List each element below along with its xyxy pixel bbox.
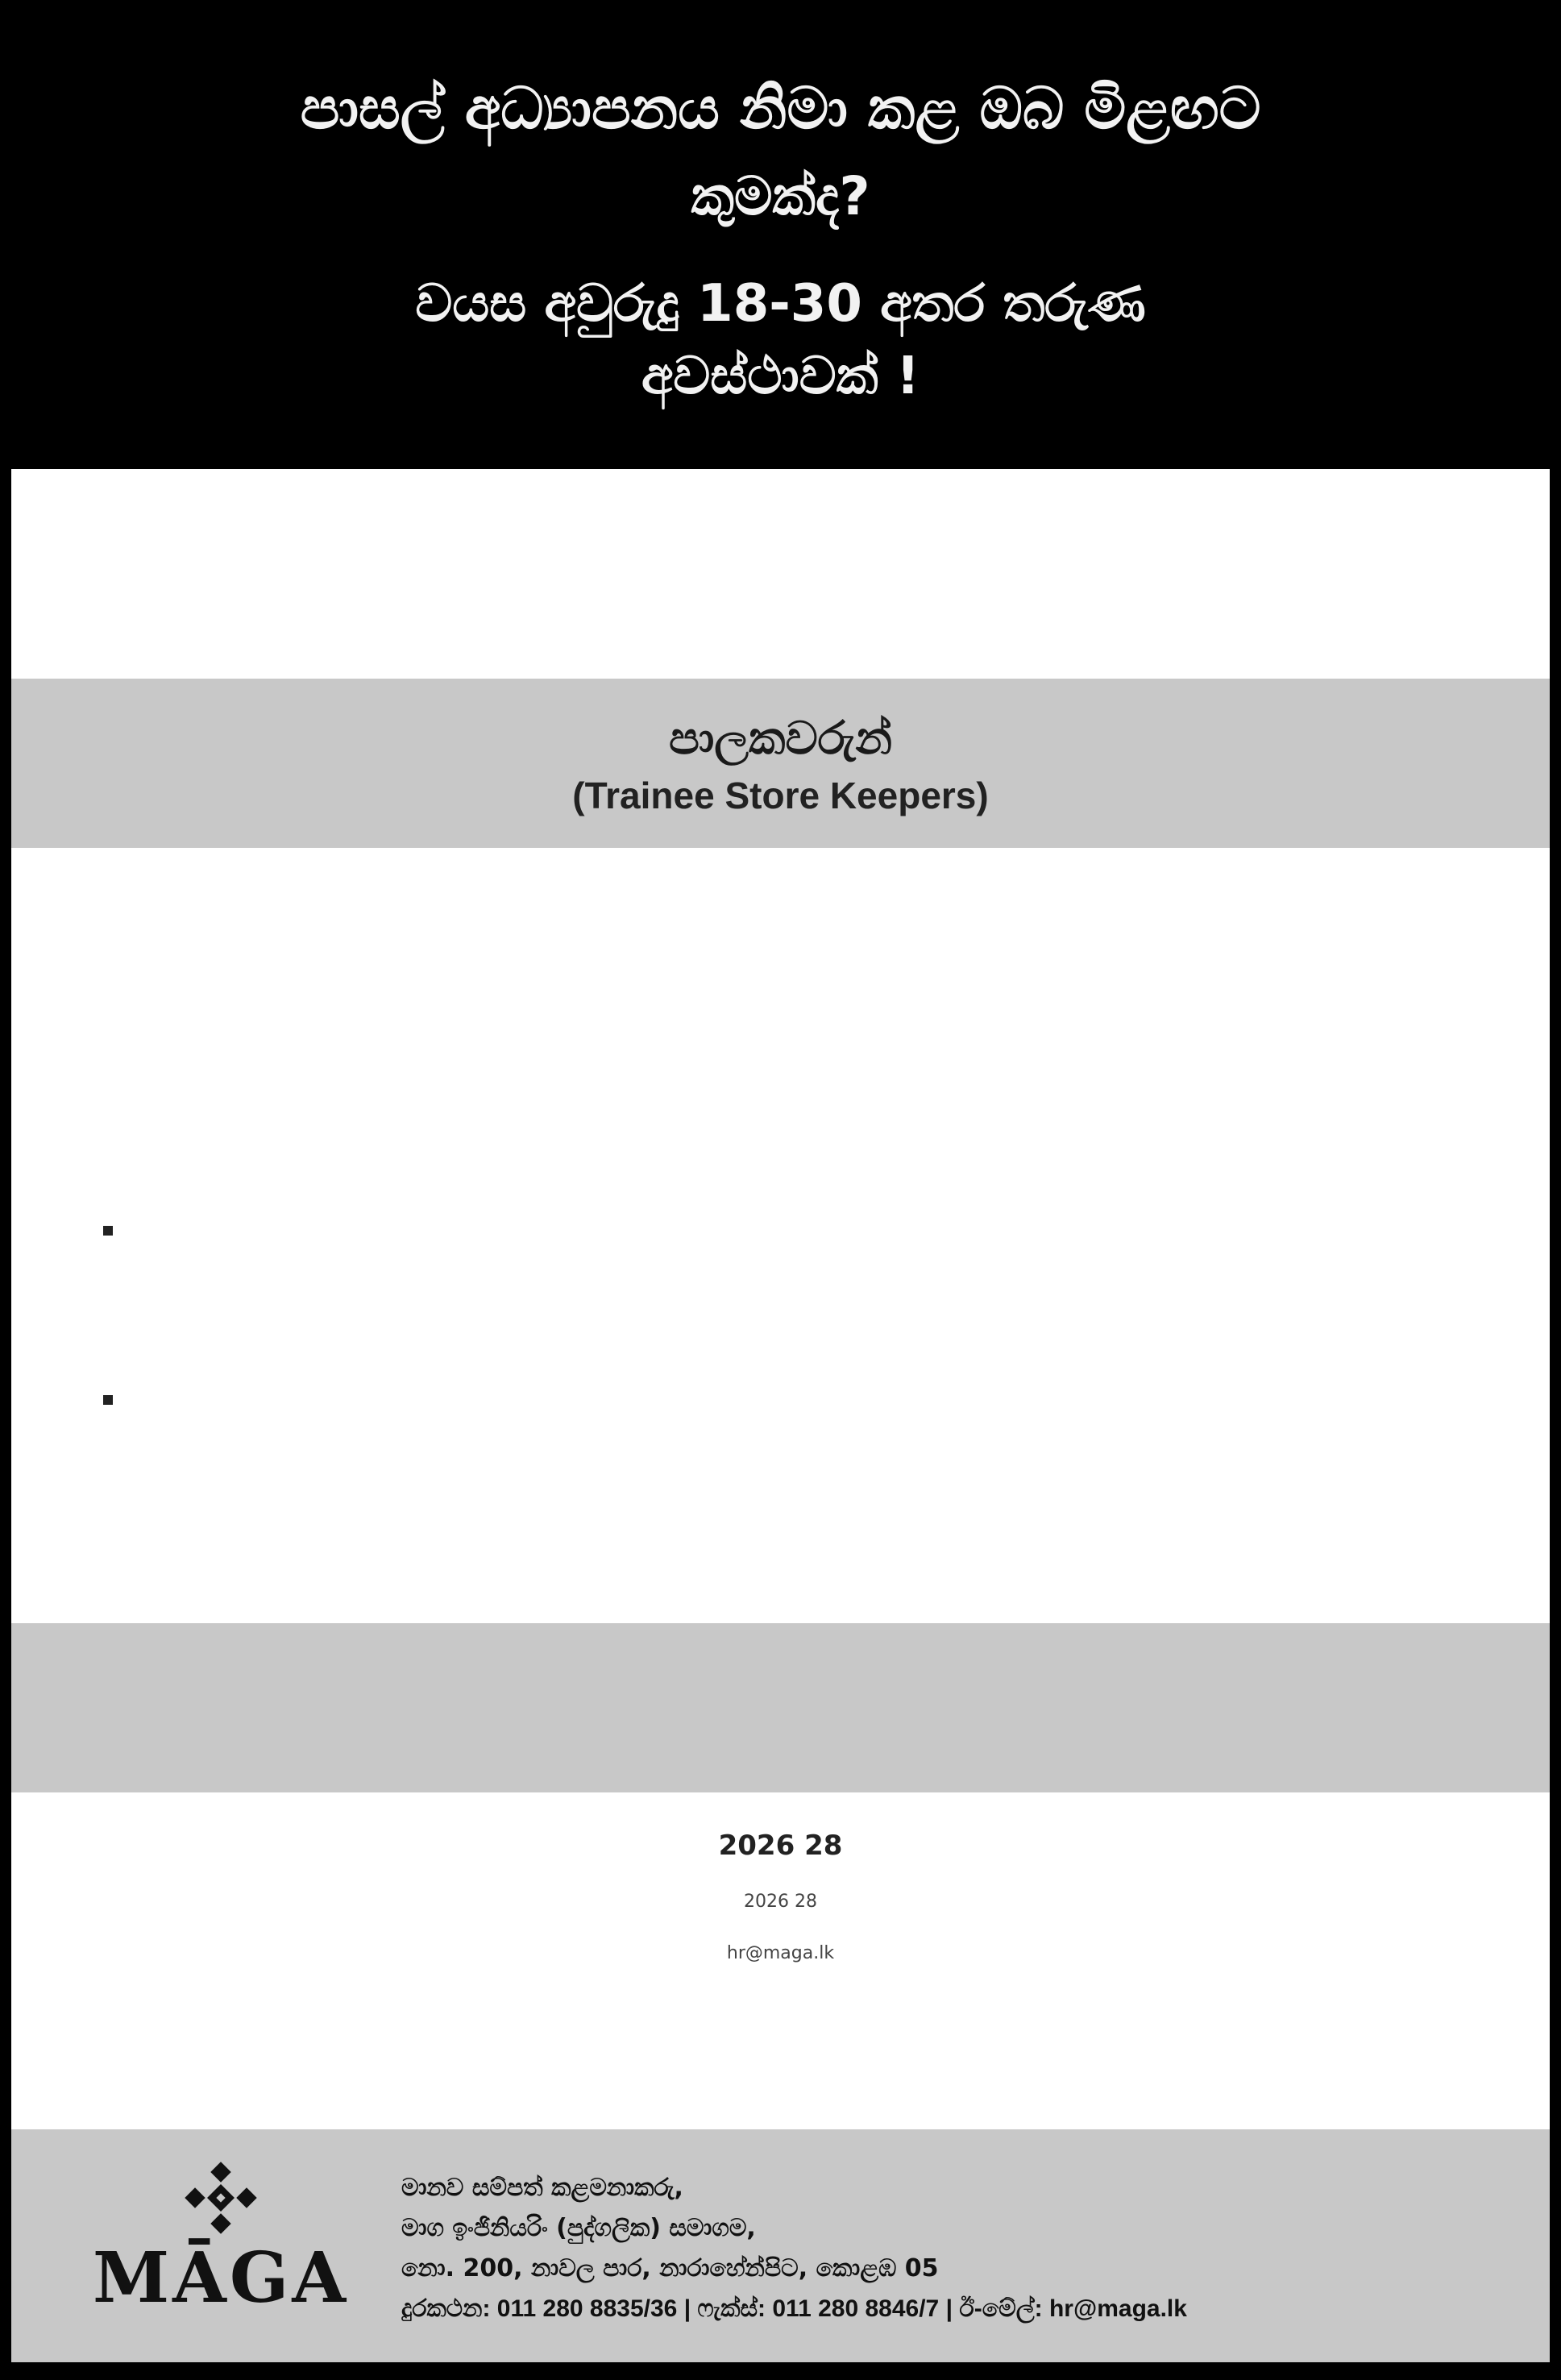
- job-title-english: (Trainee Store Keepers): [572, 775, 989, 816]
- maga-emblem-icon: [185, 2162, 257, 2234]
- headline-line-3: වයස අවුරුදු 18-30 අතර තරුණ: [415, 274, 1146, 334]
- education-section: [63, 1194, 1497, 1209]
- headline-line-4: අවස්ථාවක් !: [641, 347, 920, 406]
- maga-logo: [76, 2162, 366, 2339]
- training-notice-band: [11, 1623, 1550, 1792]
- address-line: මාග ඉංජිනියරිං (පුද්ගලික) සමාගම,: [401, 2214, 756, 2242]
- apply-email-line: 2026 28: [744, 1892, 817, 1912]
- brand-name: MĀGA: [92, 2237, 350, 2319]
- footer-contact: [11, 2129, 1550, 2362]
- apply-email: hr@maga.lk: [726, 1943, 835, 1963]
- job-title-sinhala: පාලකවරුන්: [668, 712, 893, 765]
- headline-line-2: කුමක්ද?: [691, 165, 870, 227]
- address-line: නො. 200, නාවල පාර, නාරාහේන්පිට, කොළඹ 05: [401, 2254, 939, 2282]
- header-banner: [0, 0, 1561, 469]
- content-panel: [11, 469, 1550, 2362]
- application-instructions: [11, 1823, 1550, 1971]
- address-line: මානව සම්පත් කළමනාකරු,: [401, 2174, 683, 2202]
- job-title-band: [11, 679, 1550, 848]
- contact-address: [401, 2168, 1530, 2329]
- apply-deadline: 2026 28: [718, 1830, 843, 1862]
- headline-line-1: පාසල් අධ්‍යාපනය නිමා කළ ඔබ මිළඟට: [300, 74, 1261, 142]
- other-qualifications-section: [63, 1364, 1497, 1378]
- contact-details: දුරකථන: 011 280 8835/36 | ෆැක්ස්: 011 280 8846/7 | ඊ-මේල්: hr@maga.lk: [401, 2295, 1187, 2322]
- duties-section: [63, 896, 1497, 911]
